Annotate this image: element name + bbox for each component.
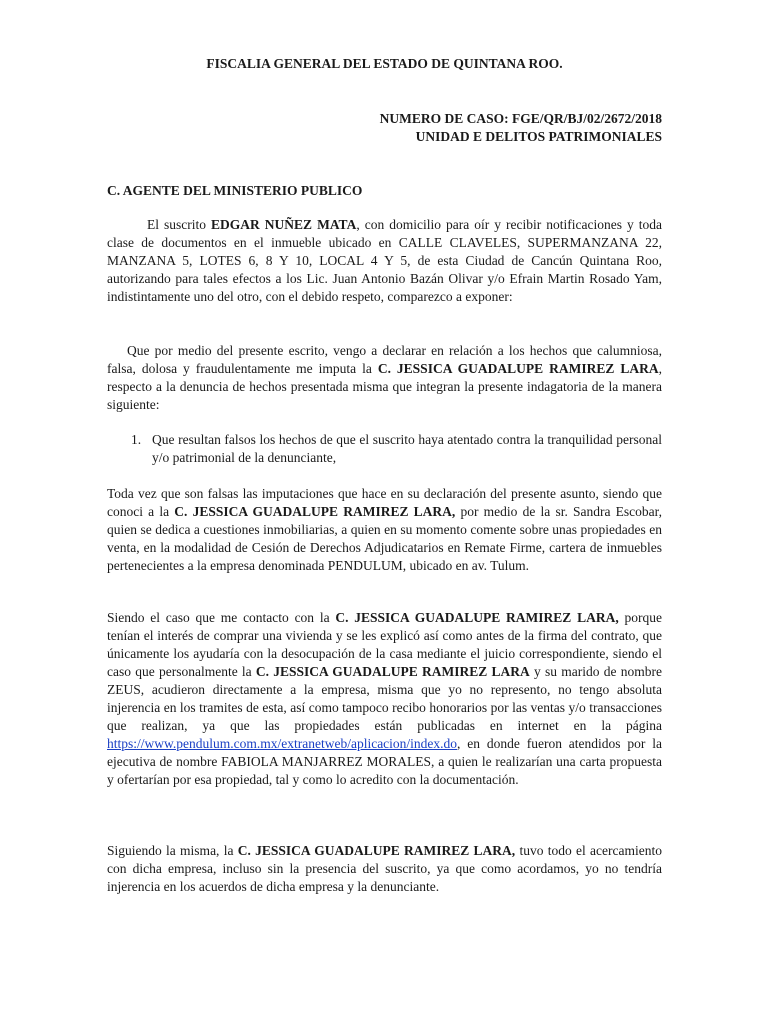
p1-name: EDGAR NUÑEZ MATA: [211, 217, 357, 232]
institution-heading: FISCALIA GENERAL DEL ESTADO DE QUINTANA ROO.: [206, 56, 563, 71]
unit-name: UNIDAD E DELITOS PATRIMONIALES: [415, 129, 662, 144]
p3-name: C. JESSICA GUADALUPE RAMIREZ LARA,: [174, 504, 456, 519]
p3-intro: Toda vez que son falsas las imputaciones que hace en su declaración del presente asunto, siendo que conoci a la: [107, 486, 662, 519]
p1-intro: El suscrito: [147, 217, 212, 232]
p5-intro: Siguiendo la misma, la: [107, 843, 238, 858]
paragraph-intro: [107, 216, 662, 306]
p1-rest: , con domicilio para oír y recibir notificaciones y toda clase de documentos en el inmueble ubicado en CALLE CLAVELES, SUPERMANZANA 22, MANZANA 5, LOTES 6, 8 Y 10, LOCAL 4 Y 5, de esta Ciudad de Cancún Quintana Roo, autorizando para tales efectos a los Lic. Juan Antonio Bazán Olivar y/o Efrain Martin Rosado Yam, indistintamente uno del otro, con el debido respeto, comparezco a exponer:: [107, 217, 662, 304]
p5-rest: tuvo todo el acercamiento con dicha empresa, incluso sin la presencia del suscrito, ya que como acordamos, yo no tendría injerencia en los acuerdos de dicha empresa y la denunciante.: [107, 843, 662, 894]
paragraph-declaration: [107, 342, 662, 414]
p4-mid1: porque tenían el interés de comprar una vivienda y se les explicó así como antes de la firma del contrato, que únicamente los ayudaría con la desocupación de la casa mediante el juicio correspondiente, siendo el caso que personalmente la: [107, 610, 662, 679]
p4-name2: C. JESSICA GUADALUPE RAMIREZ LARA: [255, 664, 530, 679]
paragraph-acquaintance: [107, 485, 662, 575]
list-item: [131, 431, 662, 467]
p4-rest: , en donde fueron atendidos por la ejecutiva de nombre FABIOLA MANJARREZ MORALES, a quien le realizarían una carta propuesta y ofertarían por esa propiedad, tal y como lo acredito con la documentación.: [107, 736, 662, 787]
p2-rest: , respecto a la denuncia de hechos presentada misma que integran la presente indagatoria de la manera siguiente:: [107, 361, 662, 412]
paragraph-contact: [107, 609, 662, 789]
p2-name: C. JESSICA GUADALUPE RAMIREZ LARA: [377, 361, 659, 376]
list-number: 1.: [131, 432, 142, 447]
case-number: NUMERO DE CASO: FGE/QR/BJ/02/2672/2018: [379, 111, 662, 126]
addressee: C. AGENTE DEL MINISTERIO PUBLICO: [107, 183, 363, 198]
paragraph-followup: [107, 842, 662, 896]
p4-mid2: y su marido de nombre ZEUS, acudieron directamente a la empresa, misma que yo no represento, no tengo absoluta injerencia en los tramites de esta, así como tampoco recibo honorarios por las ventas y/o transacciones que realizan, ya que las propiedades están publicadas en internet en la página: [107, 664, 662, 733]
p4-name1: C. JESSICA GUADALUPE RAMIREZ LARA,: [335, 610, 619, 625]
p4-intro: Siendo el caso que me contacto con la: [107, 610, 336, 625]
pendulum-link[interactable]: https://www.pendulum.com.mx/extranetweb/aplicacion/index.do: [107, 736, 458, 751]
p3-rest: por medio de la sr. Sandra Escobar, quien se dedica a cuestiones inmobiliarias, a quien en su momento comente sobre unas propiedades en venta, en la modalidad de Cesión de Derechos Adjudicatarios en Remate Firme, cartera de inmuebles pertenecientes a la empresa denominada PENDULUM, ubicado en av. Tulum.: [107, 504, 662, 573]
p2-intro: Que por medio del presente escrito, vengo a declarar en relación a los hechos que calumniosa, falsa, dolosa y fraudulentamente me imputa la: [107, 343, 662, 376]
list-text: Que resultan falsos los hechos de que el suscrito haya atentado contra la tranquilidad personal y/o patrimonial de la denunciante,: [152, 432, 662, 465]
p5-name: C. JESSICA GUADALUPE RAMIREZ LARA,: [237, 843, 516, 858]
